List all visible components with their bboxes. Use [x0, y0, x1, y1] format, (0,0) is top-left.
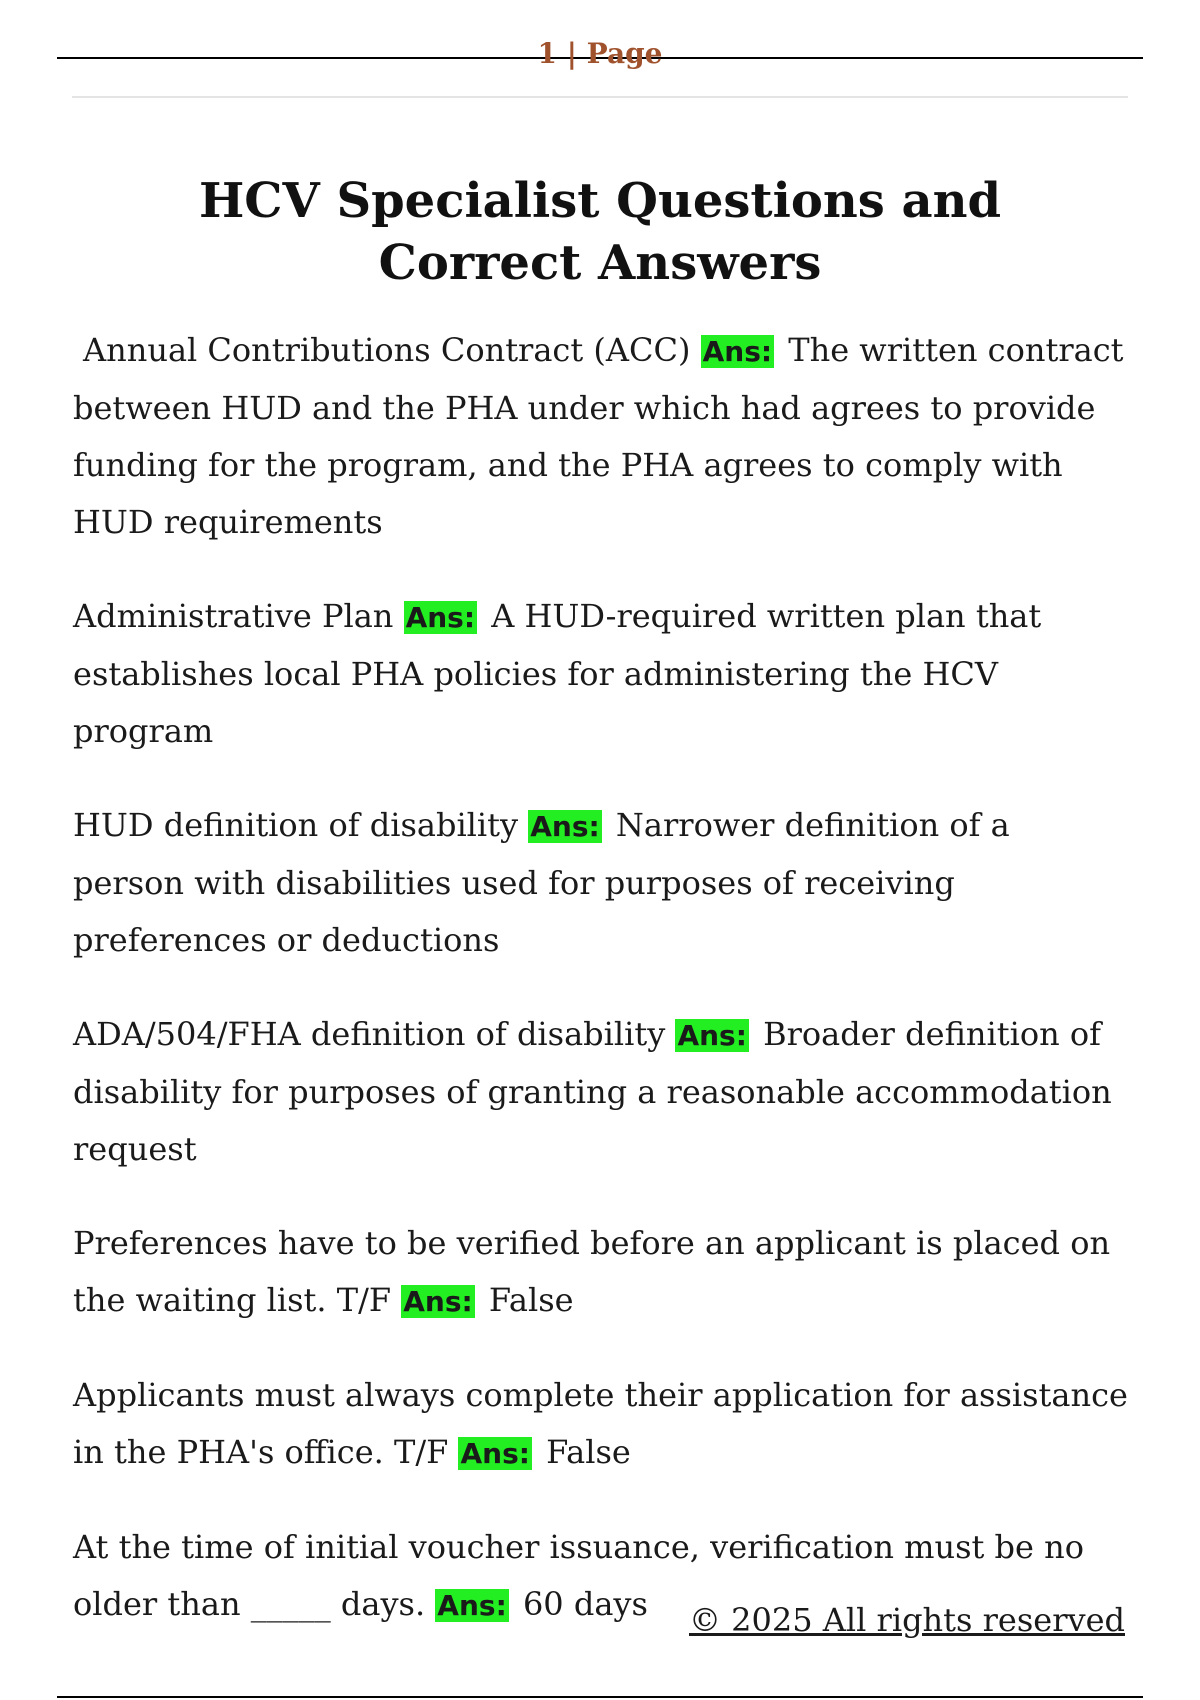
question-text: Applicants must always complete their application for assistance in the PHA's office. T/F	[73, 1376, 1128, 1471]
qa-item	[73, 1215, 1130, 1330]
page-number-label: 1 | Page	[537, 37, 663, 70]
qa-item	[73, 1006, 1130, 1178]
qa-item	[73, 588, 1130, 760]
answer-text: The written contract between HUD and the PHA under which had agrees to provide funding for the program, and the PHA agrees to comply with HUD requirements	[73, 331, 1124, 541]
answer-marker: Ans:	[437, 1589, 507, 1622]
answer-text: False	[488, 1281, 574, 1319]
answer-marker: Ans:	[403, 1285, 473, 1318]
qa-item	[73, 1367, 1130, 1482]
question-text: Preferences have to be verified before an applicant is placed on the waiting list. T/F	[73, 1224, 1111, 1319]
document-title: HCV Specialist Questions and Correct Answers	[198, 173, 1002, 291]
answer-text: 60 days	[522, 1585, 648, 1623]
answer-text: Narrower definition of a person with disabilities used for purposes of receiving preferences or deductions	[73, 806, 1010, 959]
copyright-notice: © 2025 All rights reserved	[689, 1601, 1125, 1639]
header-divider	[72, 96, 1128, 98]
answer-marker: Ans:	[677, 1019, 747, 1052]
answer-marker: Ans:	[702, 335, 773, 368]
question-text: Administrative Plan	[73, 597, 394, 635]
question-text: At the time of initial voucher issuance, verification must be no older than _____ days.	[73, 1528, 1085, 1623]
footer-rule	[57, 1696, 1143, 1698]
answer-text: A HUD-required written plan that establishes local PHA policies for administering the HCV program	[73, 597, 1042, 750]
question-text: HUD definition of disability	[73, 806, 519, 844]
qa-list	[73, 322, 1130, 1671]
qa-item	[73, 322, 1130, 551]
question-text: Annual Contributions Contract (ACC)	[83, 331, 691, 369]
answer-marker: Ans:	[530, 810, 600, 843]
question-text: ADA/504/FHA definition of disability	[73, 1015, 666, 1053]
qa-item	[73, 797, 1130, 969]
answer-marker: Ans:	[405, 601, 476, 634]
answer-text: Broader definition of disability for purposes of granting a reasonable accommodation request	[73, 1015, 1112, 1168]
answer-text: False	[546, 1433, 631, 1471]
answer-marker: Ans:	[460, 1437, 530, 1470]
